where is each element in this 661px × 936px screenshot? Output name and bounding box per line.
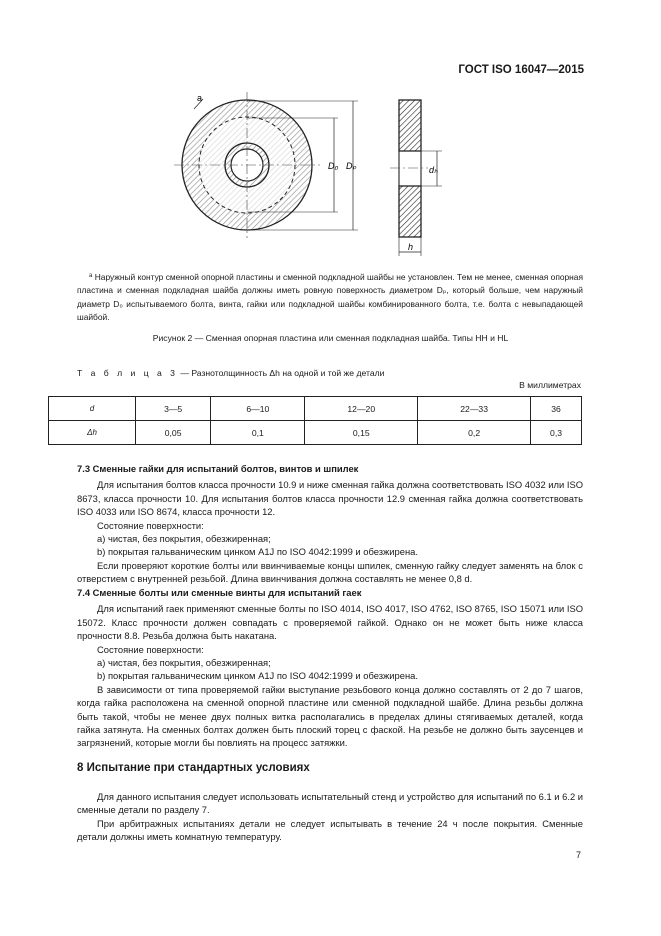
table-cell: 0,2	[418, 421, 531, 445]
list-item: a) чистая, без покрытия, обезжиренная;	[97, 533, 271, 545]
page-number: 7	[575, 850, 581, 860]
paragraph: Состояние поверхности:	[97, 643, 204, 655]
list-item: b) покрытая гальваническим цинком A1J по ISO 4042:1999 и обезжирена.	[97, 546, 418, 558]
paragraph: Состояние поверхности:	[97, 519, 204, 531]
list-item: b) покрытая гальваническим цинком A1J по ISO 4042:1999 и обезжирена.	[97, 670, 418, 682]
table-cell: 22—33	[418, 397, 531, 421]
label-a: a	[197, 93, 203, 103]
section-7-3	[77, 462, 583, 586]
section-7-4	[77, 586, 583, 750]
table-title-rest: — Разнотолщинность Δh на одной и той же детали	[177, 368, 385, 378]
paragraph: В зависимости от типа проверяемой гайки выступание резьбового конца должно составлять от 2 до 7 шагов, когда гайка расположена на сменной опорной пластине или сменной подкладной шайбе. Длина резьбы должна быть такой, чтобы не менее двух полных витка располагались в пределах длины стягиваемых деталей, когда гайка затянута. На сменных болтах должен быть плоский торец с фаской. На резьбе не должно быть заусенцев и загрязнений, которые могли бы повлиять на процесс затяжки.	[77, 683, 583, 749]
label-h: h	[408, 242, 414, 252]
table-cell: 12—20	[305, 397, 418, 421]
table-cell: 0,15	[305, 421, 418, 445]
paragraph: Для данного испытания следует использовать испытательный стенд и устройство для испытаний по 6.1 и 6.2 и сменные детали по разделу 7.	[77, 791, 583, 816]
footnote-mark: a	[89, 273, 93, 279]
section-8	[77, 790, 583, 844]
table-row	[49, 397, 582, 421]
table-cell: 0,3	[531, 421, 582, 445]
section-view	[390, 100, 442, 256]
table-cell: 0,1	[211, 421, 305, 445]
thickness-table	[48, 396, 582, 445]
figure-caption: Рисунок 2 — Сменная опорная пластина или сменная подкладная шайба. Типы НН и HL	[152, 333, 509, 343]
list-item: a) чистая, без покрытия, обезжиренная;	[97, 657, 271, 669]
label-dp: Dₚ	[346, 161, 357, 171]
paragraph: Для испытаний гаек применяют сменные болты по ISO 4014, ISO 4017, ISO 4762, ISO 8765, ISO 15071 или ISO 15072. Класс прочности должен совпадать с проверяемой гайкой. Однако он не может быть ниже класса прочности 8.8. Резьба должна быть накатана.	[77, 603, 583, 642]
label-dh: dₕ	[429, 165, 438, 175]
table-units: В миллиметрах	[519, 380, 581, 390]
figure-washer-drawing	[170, 90, 460, 260]
section-8-title: 8 Испытание при стандартных условиях	[77, 762, 310, 774]
figure-footnote	[77, 270, 583, 324]
paragraph: При арбитражных испытаниях детали не следует испытывать в течение 24 ч после покрытия. Сменные детали должны иметь комнатную температуру.	[77, 817, 583, 843]
footnote-text: Наружный контур сменной опорной пластины и сменной подкладной шайбы не установлен. Тем не менее, сменная опорная пластина и сменная подкладная шайба должны иметь ровную поверхность диаметром Dₚ, который больше, чем наружный диаметр D₀ испытываемого болта, винта, гайки или подкладной шайбы комбинированного болта, т.е. болта с невыпадающей шайбой.	[77, 272, 583, 322]
table-cell: 0,05	[136, 421, 211, 445]
table-row	[49, 421, 582, 445]
table-cell: 3—5	[136, 397, 211, 421]
table-title-prefix: Т а б л и ц а 3	[77, 368, 178, 378]
table-cell: 36	[531, 397, 582, 421]
label-a-leader	[194, 93, 203, 109]
standard-code: ГОСТ ISO 16047—2015	[458, 64, 584, 76]
table-title	[77, 368, 384, 378]
table-row-label: Δh	[49, 421, 136, 445]
table-cell: 6—10	[211, 397, 305, 421]
table-row-label: d	[49, 397, 136, 421]
section-7-3-title: 7.3 Сменные гайки для испытаний болтов, винтов и шпилек	[77, 463, 359, 474]
front-view	[174, 92, 320, 238]
label-d0: D₀	[328, 161, 339, 171]
section-7-4-title: 7.4 Сменные болты или сменные винты для испытаний гаек	[77, 587, 362, 598]
paragraph: Если проверяют короткие болты или ввинчиваемые концы шпилек, сменную гайку следует заменять на блок с отверстием с внутренней резьбой. Длина ввинчивания должна составлять не менее 0,8 d.	[77, 559, 583, 585]
paragraph: Для испытания болтов класса прочности 10.9 и ниже сменная гайка должна соответствовать ISO 4032 или ISO 8673, класса прочности 10. Для испытания болтов класса прочности 12.9 сменная гайка должна соответствовать ISO 4033 или ISO 8674, класса прочности 12.	[77, 479, 583, 518]
